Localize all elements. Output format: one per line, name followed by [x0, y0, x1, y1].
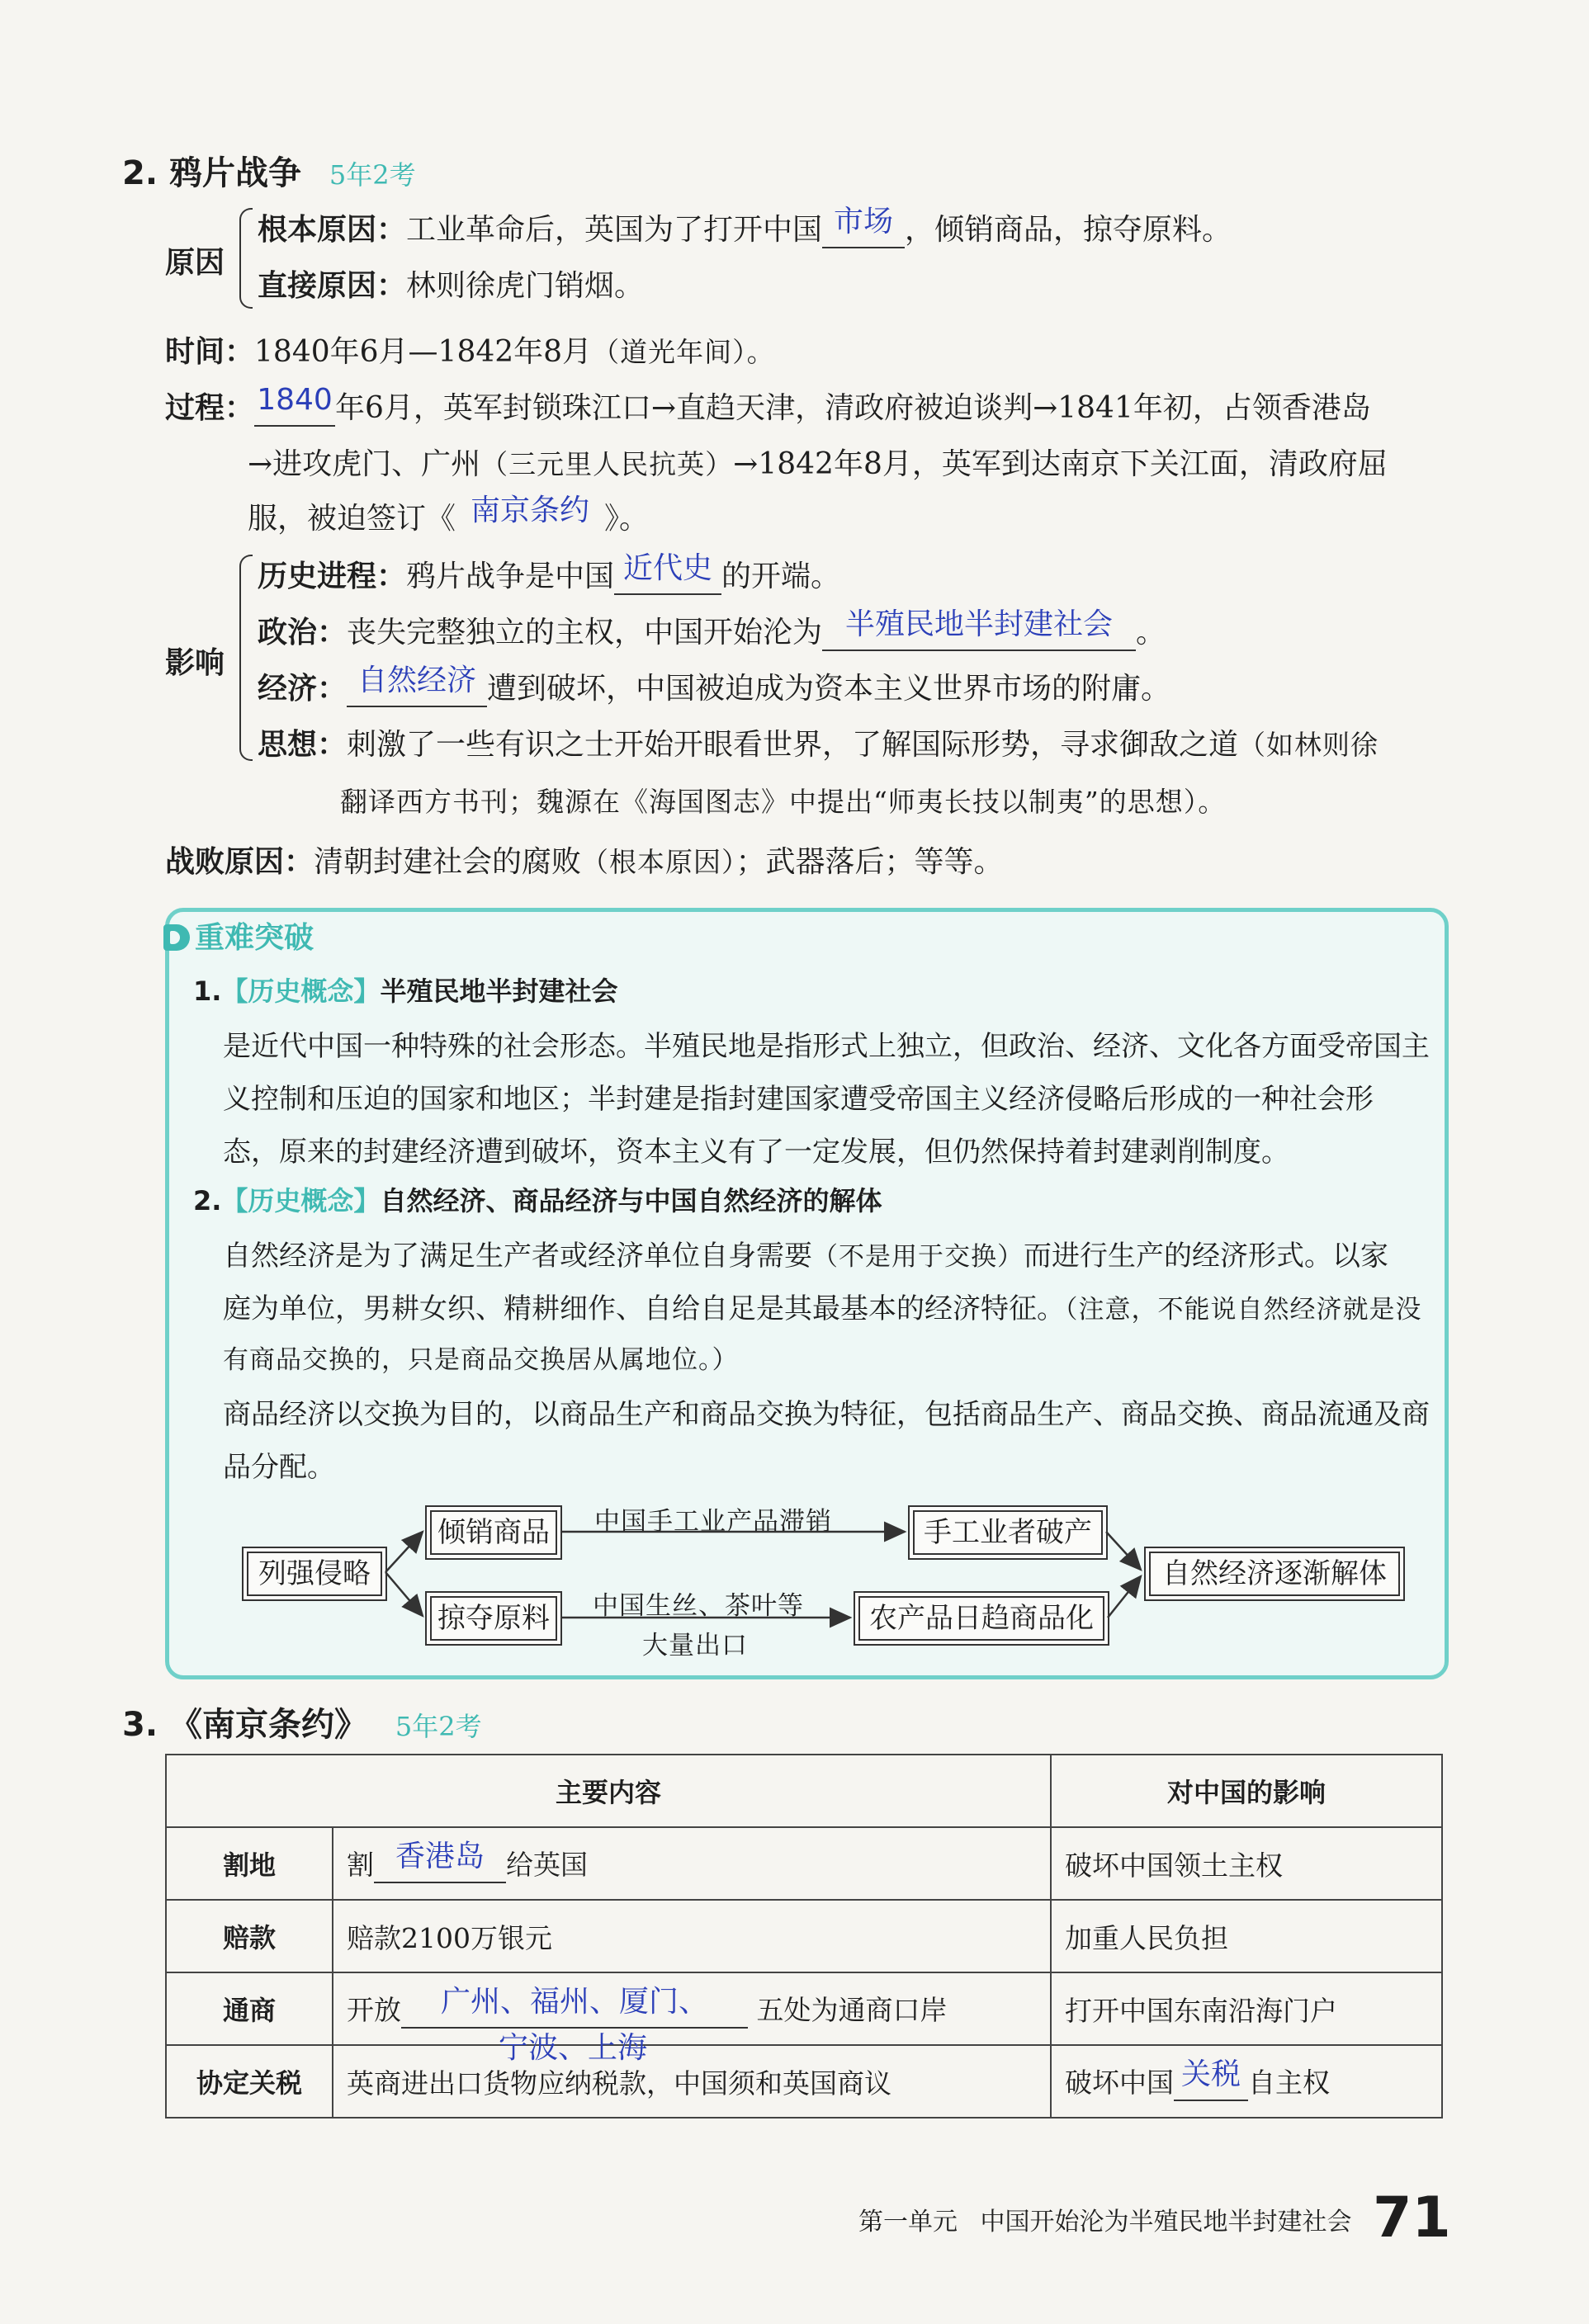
header-content: 主要内容 — [166, 1755, 1051, 1827]
defeat-text-2: ；武器落后；等等。 — [735, 845, 1004, 879]
politics-text-2: 。 — [1136, 616, 1166, 649]
defeat-note: （根本原因） — [581, 846, 736, 878]
defeat-label: 战败原因： — [165, 845, 314, 879]
treaty-table-header — [166, 1755, 1442, 1827]
root-cause-label: 根本原因： — [258, 213, 407, 247]
politics-label: 政治： — [258, 616, 348, 649]
row-impact — [1051, 2045, 1442, 2118]
key-item-2-line-5: 品分配。 — [223, 1451, 335, 1484]
row-impact-pre: 破坏中国 — [1065, 2067, 1174, 2100]
connector-b-end-to-final — [1108, 1576, 1141, 1618]
key-item-2-note-2: （注意，不能说自然经济就是没 — [1065, 1295, 1422, 1325]
row-label: 通商 — [166, 1972, 333, 2045]
row-answer: 香港岛 — [395, 1840, 485, 1874]
thought-note-2: 翻译西方书刊；魏源在《海国图志》中提出“师夷长技以制夷”的思想）。 — [340, 786, 1227, 818]
key-item-1-line-2: 义控制和压迫的国家和地区；半封建是指封建国家遭受帝国主义经济侵略后形成的一种社会形 — [223, 1083, 1374, 1116]
key-item-2-tag: 【历史概念】 — [221, 1185, 381, 1216]
table-row — [166, 1827, 1442, 1900]
thought-note-1: （如林则徐 — [1238, 729, 1379, 761]
row-impact: 破坏中国领土主权 — [1051, 1827, 1442, 1900]
flow-plunder-materials: 掠夺原料 — [425, 1591, 562, 1646]
row-impact: 打开中国东南沿海门户 — [1051, 1972, 1442, 2045]
process-text-2a: →进攻虎门、广州 — [248, 447, 481, 481]
root-cause-answer: 市场 — [834, 205, 894, 239]
flow-dump-goods: 倾销商品 — [425, 1505, 562, 1560]
row-blank — [374, 1840, 506, 1883]
process-note: （三元里人民抗英） — [480, 448, 734, 480]
section-3-frequency: 5年2考 — [395, 1711, 482, 1742]
connector-start-to-b — [385, 1572, 423, 1616]
key-item-2-number: 2. — [193, 1185, 222, 1216]
root-cause-text-2: ，倾销商品，掠夺原料。 — [905, 213, 1232, 247]
key-item-2-note-1: （不是用于交换） — [812, 1242, 1024, 1272]
key-item-1-title: 半殖民地半封建社会 — [380, 975, 618, 1007]
section-title: 鸦片战争 — [168, 154, 301, 192]
direct-cause-text: 林则徐虎门销烟。 — [406, 269, 645, 303]
root-cause-text: 工业革命后，英国为了打开中国 — [406, 213, 823, 247]
key-item-2-title: 自然经济、商品经济与中国自然经济的解体 — [380, 1185, 882, 1216]
exam-frequency: 5年2考 — [329, 159, 416, 191]
process-text-1: 年6月，英军封锁珠江口→直趋天津，清政府被迫谈判→1841年初，占领香港岛 — [335, 391, 1371, 425]
row-content: 英商进出口货物应纳税款，中国须和英国商议 — [333, 2045, 1051, 2118]
header-impact: 对中国的影响 — [1051, 1755, 1442, 1827]
section-3-title: 《南京条约》 — [168, 1706, 367, 1744]
page-number: 71 — [1373, 2185, 1451, 2251]
treaty-table — [165, 1754, 1443, 2119]
time-text: 1840年6月—1842年8月 — [254, 335, 593, 369]
section-number: 2. — [122, 154, 158, 192]
process-label: 过程： — [165, 391, 255, 425]
process-answer-2: 南京条约 — [471, 494, 590, 527]
key-item-1-line-1: 是近代中国一种特殊的社会形态。半殖民地是指形式上独立，但政治、经济、文化各方面受帝国主 — [223, 1030, 1430, 1063]
politics-answer: 半殖民地半封建社会 — [845, 607, 1114, 641]
row-impact-post: 自主权 — [1248, 2067, 1330, 2100]
footer-unit-title: 中国开始沦为半殖民地半封建社会 — [980, 2208, 1352, 2237]
thought-label: 思想： — [258, 728, 348, 762]
row-impact: 加重人民负担 — [1051, 1900, 1442, 1972]
process-text-3b: 》。 — [604, 502, 650, 536]
economy-answer: 自然经济 — [357, 664, 477, 697]
history-text-2: 的开端。 — [721, 560, 841, 593]
section-3-header — [122, 1698, 482, 1745]
key-points-title: 重难突破 — [195, 921, 314, 955]
economy-label: 经济： — [258, 672, 348, 706]
key-item-2-text-1b: 而进行生产的经济形式。以家 — [1024, 1240, 1388, 1273]
history-text: 鸦片战争是中国 — [406, 560, 615, 593]
row-content-post: 给英国 — [506, 1849, 588, 1882]
key-item-2-text-1a: 自然经济是为了满足生产者或经济单位自身需要 — [223, 1240, 812, 1273]
key-item-1-line-3: 态，原来的封建经济遭到破坏，资本主义有了一定发展，但仍然保持着封建剥削制度。 — [223, 1136, 1289, 1169]
flow-final: 自然经济逐渐解体 — [1144, 1547, 1405, 1601]
key-item-2-text-2: 庭为单位，男耕女织、精耕细作、自给自足是其最基本的经济特征。 — [223, 1292, 1065, 1325]
flow-start: 列强侵略 — [242, 1547, 387, 1601]
flow-arrow-b-label-1: 中国生丝、茶叶等 — [593, 1591, 804, 1621]
time-label: 时间： — [165, 335, 255, 369]
cause-label: 原因 — [165, 246, 225, 280]
flow-arrow-a-label: 中国手工业产品滞销 — [594, 1507, 832, 1537]
row-content — [333, 1827, 1051, 1900]
flow-agri-commercialized: 农产品日趋商品化 — [854, 1591, 1109, 1646]
politics-text: 丧失完整独立的主权，中国开始沦为 — [347, 616, 823, 649]
row-content-pre: 开放 — [347, 1994, 401, 2027]
connector-start-to-a — [385, 1532, 423, 1572]
history-answer: 近代史 — [623, 551, 713, 585]
thought-text: 刺激了一些有识之士开始开眼看世界，了解国际形势，寻求御敌之道 — [347, 728, 1239, 762]
table-row — [166, 1900, 1442, 1972]
flow-arrow-b-label-2: 大量出口 — [642, 1631, 748, 1660]
footer — [858, 2185, 1451, 2251]
table-row — [166, 1972, 1442, 2045]
defeat-text: 清朝封建社会的腐败 — [314, 845, 582, 879]
row-label: 割地 — [166, 1827, 333, 1900]
key-item-1-tag: 【历史概念】 — [221, 975, 381, 1007]
row-label: 协定关税 — [166, 2045, 333, 2118]
row-answer: 广州、福州、厦门、 — [440, 1985, 708, 2019]
row-content-pre: 割 — [347, 1849, 374, 1882]
key-item-2-line-3: 有商品交换的，只是商品交换居从属地位。） — [223, 1345, 739, 1375]
economy-text: 遭到破坏，中国被迫成为资本主义世界市场的附庸。 — [487, 672, 1171, 706]
time-note: （道光年间）。 — [592, 336, 775, 368]
history-label: 历史进程： — [258, 560, 407, 593]
section-3-number: 3. — [122, 1706, 158, 1744]
row-blank — [401, 1985, 748, 2029]
row-answer-2: 宁波、上海 — [499, 2031, 648, 2065]
connector-a-end-to-final — [1106, 1532, 1141, 1570]
table-row — [166, 2045, 1442, 2118]
key-item-2-line-4: 商品经济以交换为目的，以商品生产和商品交换为特征，包括商品生产、商品交换、商品流通及商 — [223, 1398, 1430, 1431]
impact-label: 影响 — [165, 646, 225, 680]
footer-unit: 第一单元 — [858, 2208, 958, 2237]
row-label: 赔款 — [166, 1900, 333, 1972]
row-content — [333, 1972, 1051, 2065]
process-text-3a: 服，被迫签订《 — [248, 502, 456, 536]
row-content-post: 五处为通商口岸 — [756, 1994, 948, 2027]
row-impact-blank — [1174, 2057, 1248, 2101]
direct-cause-label: 直接原因： — [258, 269, 407, 303]
process-text-2b: →1842年8月，英军到达南京下关江面，清政府屈 — [733, 447, 1388, 481]
key-item-1-number: 1. — [193, 975, 222, 1007]
row-content: 赔款2100万银元 — [333, 1900, 1051, 1972]
process-answer: 1840 — [257, 383, 333, 417]
row-impact-answer: 关税 — [1180, 2057, 1241, 2092]
flow-artisans-bankrupt: 手工业者破产 — [908, 1505, 1108, 1560]
